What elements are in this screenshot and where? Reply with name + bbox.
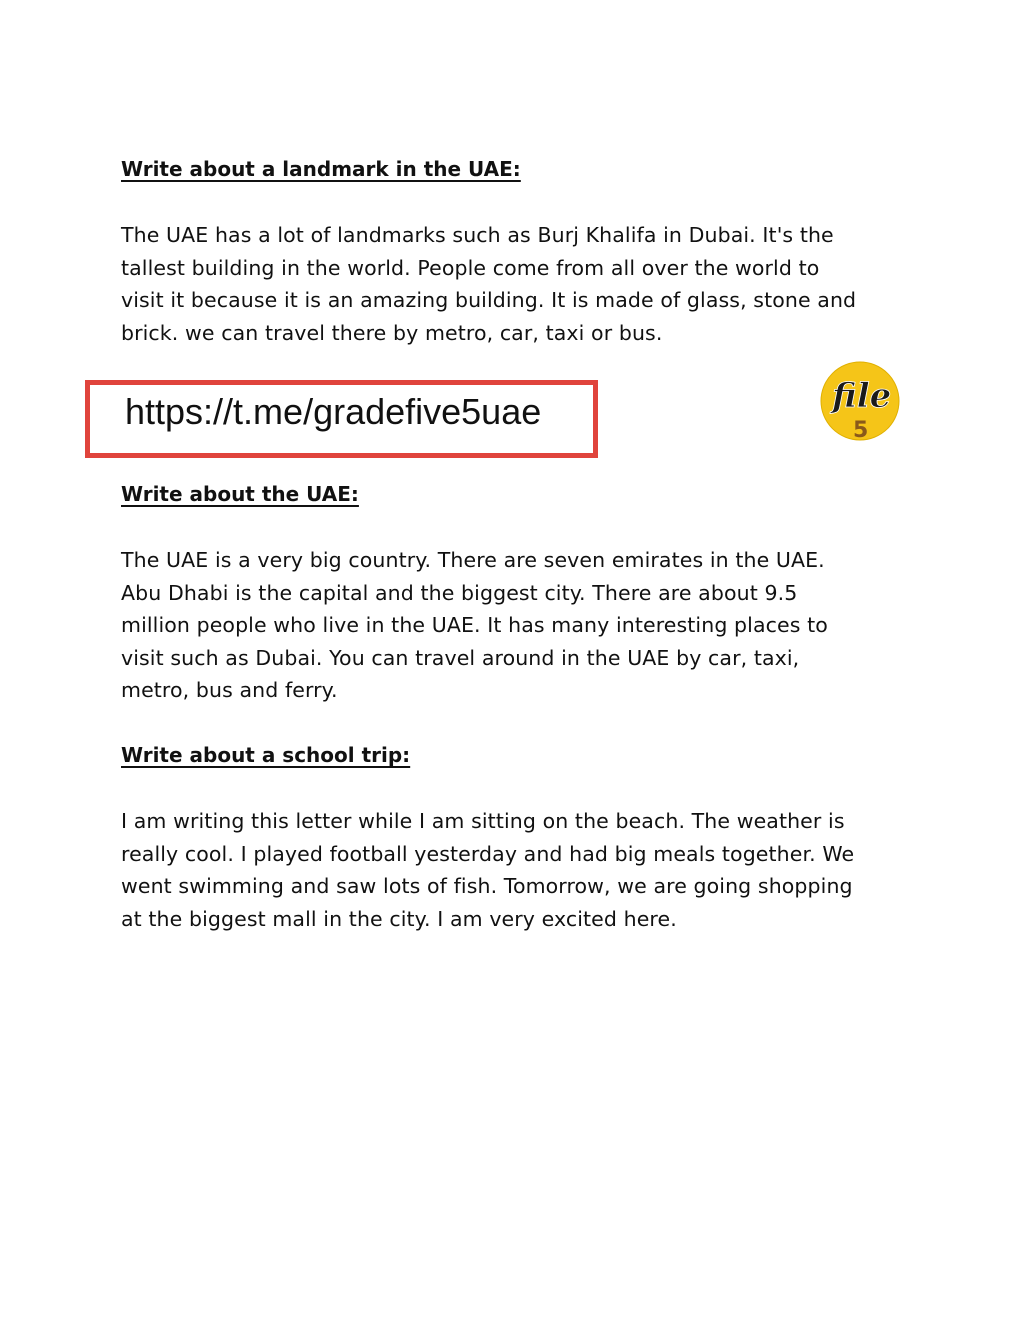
- body-line: tallest building in the world. People come from all over the world to: [121, 255, 820, 280]
- body-line: I am writing this letter while I am sitting on the beach. The weather is: [121, 809, 845, 833]
- section-heading-landmark: Write about a landmark in the UAE:: [121, 157, 521, 181]
- file5-logo-icon: [820, 357, 904, 445]
- body-line: The UAE is a very big country. There are seven emirates in the UAE.: [121, 548, 825, 572]
- section-heading-school-trip: Write about a school trip:: [121, 743, 411, 767]
- body-line: visit it because it is an amazing building. It is made of glass, stone and: [121, 288, 857, 312]
- body-line: went swimming and saw lots of fish. Tomorrow, we are going shopping: [121, 874, 853, 898]
- telegram-link[interactable]: https://t.me/gradefive5uae: [125, 391, 542, 432]
- section-body-school-trip: [121, 805, 911, 935]
- logo-word: file: [832, 376, 892, 416]
- body-line: at the biggest mall in the city. I am very excited here.: [121, 906, 677, 931]
- body-line: really cool. I played football yesterday and had big meals together. We: [121, 841, 855, 866]
- body-line: million people who live in the UAE. It has many interesting places to: [121, 613, 828, 637]
- body-line: brick. we can travel there by metro, car, taxi or bus.: [121, 320, 663, 345]
- body-line: visit such as Dubai. You can travel around in the UAE by car, taxi,: [121, 645, 800, 670]
- section-heading-uae: Write about the UAE:: [121, 482, 359, 506]
- body-line: metro, bus and ferry.: [121, 678, 338, 702]
- telegram-link-box[interactable]: [85, 380, 598, 458]
- section-body-landmark: [121, 219, 911, 349]
- logo-number: 5: [853, 418, 869, 443]
- section-body-uae: [121, 544, 911, 707]
- body-line: The UAE has a lot of landmarks such as Burj Khalifa in Dubai. It's the: [121, 223, 834, 247]
- body-line: Abu Dhabi is the capital and the biggest city. There are about 9.5: [121, 580, 798, 605]
